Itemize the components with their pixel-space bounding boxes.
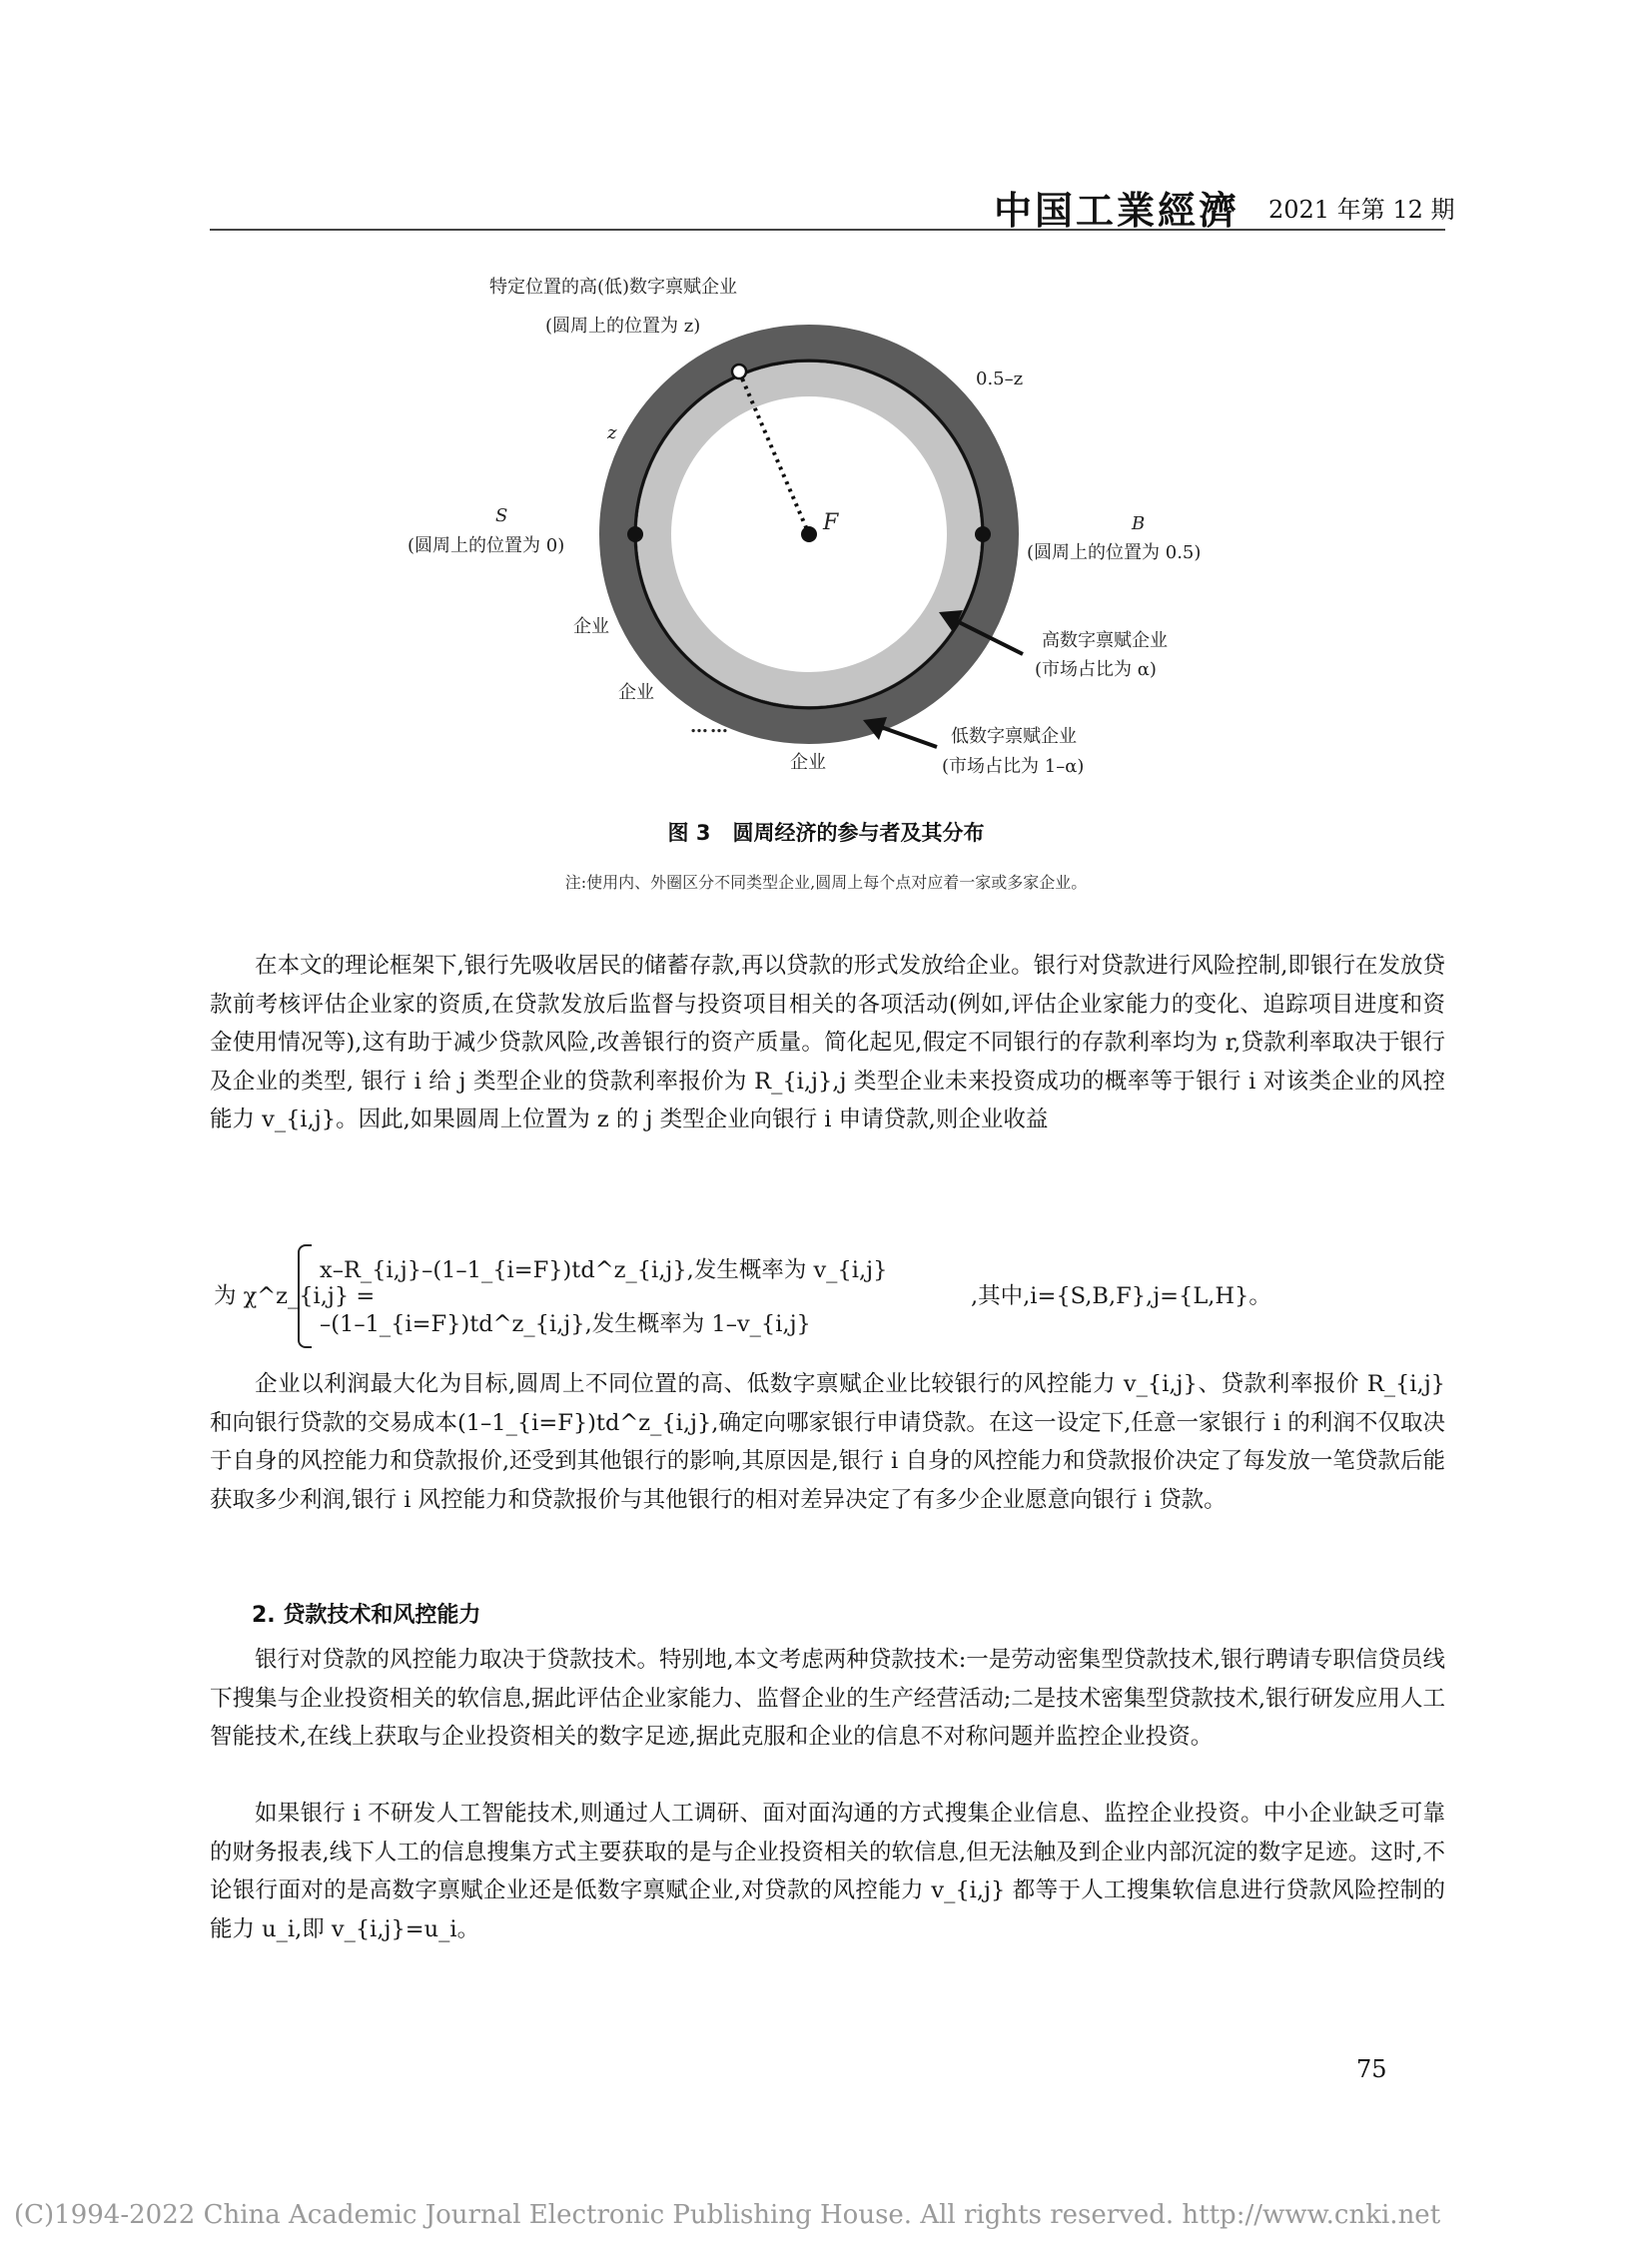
label-bank-b: B [1132, 513, 1146, 534]
label-bank-s: S [495, 505, 508, 526]
equation-brace [298, 1244, 312, 1348]
bank-b-dot [975, 526, 991, 542]
label-firm-1: 企业 [573, 616, 609, 637]
paragraph-4: 如果银行 i 不研发人工智能技术,则通过人工调研、面对面沟通的方式搜集企业信息、监控企业投资。中小企业缺乏可靠的财务报表,线下人工的信息搜集方式主要获取的是与企业投资相关的软信息,但无法触及到企业内部沉淀的数字足迹。这时,不论银行面对的是高数字禀赋企业还是低数字禀赋企业,对贷款的风控能力 v_{i,j} 都等于人工搜集软信息进行贷款风险控制的能力 u_i,即 v_{i,j}=u_i。 [210, 1801, 1445, 1942]
arrow-low-firm [881, 727, 937, 747]
bank-s-dot [627, 526, 643, 542]
label-arc-right: 0.5–z [976, 369, 1024, 389]
page-number: 75 [1356, 2055, 1387, 2083]
circular-economy-diagram [0, 0, 1652, 899]
label-specific-firm: 特定位置的高(低)数字禀赋企业 [489, 277, 738, 298]
figure-note: 注:使用内、外圈区分不同类型企业,圆周上每个点对应着一家或多家企业。 [564, 873, 1088, 892]
equation-suffix: ,其中,i={S,B,F},j={L,H}。 [971, 1283, 1271, 1309]
label-firm-3: 企业 [790, 752, 826, 773]
figure-caption [0, 819, 1652, 847]
issue-label: 2021 年第 12 期 [1268, 196, 1455, 224]
copyright-notice: (C)1994-2022 China Academic Journal Electronic Publishing House. All rights reserved. http://www.cnki.net [14, 2200, 1441, 2230]
label-high-firm-share: (市场占比为 α) [1035, 659, 1157, 680]
label-center-bank-f: F [823, 510, 839, 535]
journal-name: 中国工業經濟 [994, 189, 1240, 233]
label-specific-firm-position: (圆周上的位置为 z) [545, 316, 701, 337]
equation-prefix: 为 χ^z_{i,j} = [214, 1283, 376, 1309]
label-arc-left: z [607, 422, 617, 443]
figure-title: 圆周经济的参与者及其分布 [732, 821, 985, 845]
figure-number: 图 3 [667, 821, 711, 845]
payoff-equation [214, 1244, 1442, 1354]
label-firm-2: 企业 [618, 682, 654, 703]
equation-line-2: –(1–1_{i=F})td^z_{i,j},发生概率为 1–v_{i,j} [320, 1311, 811, 1337]
specific-firm-dot [732, 365, 746, 378]
label-ellipsis: …… [690, 716, 730, 737]
label-low-firm-share: (市场占比为 1–α) [942, 756, 1085, 777]
section-heading: 2. 贷款技术和风控能力 [252, 1603, 481, 1628]
label-bank-s-position: (圆周上的位置为 0) [408, 535, 565, 556]
paragraph-2: 企业以利润最大化为目标,圆周上不同位置的高、低数字禀赋企业比较银行的风控能力 v_{i,j}、贷款利率报价 R_{i,j} 和向银行贷款的交易成本(1–1_{i=F})td^z_{i,j},确定向哪家银行申请贷款。在这一设定下,任意一家银行 i 的利润不仅取决于自身的风控能力和贷款报价,还受到其他银行的影响,其原因是,银行 i 自身的风控能力和贷款报价决定了每发放一笔贷款后能获取多少利润,银行 i 风控能力和贷款报价与其他银行的相对差异决定了有多少企业愿意向银行 i 贷款。 [210, 1371, 1445, 1513]
label-high-firm: 高数字禀赋企业 [1042, 630, 1168, 651]
bank-f-dot [801, 526, 817, 542]
paragraph-1: 在本文的理论框架下,银行先吸收居民的储蓄存款,再以贷款的形式发放给企业。银行对贷款进行风险控制,即银行在发放贷款前考核评估企业家的资质,在贷款发放后监督与投资项目相关的各项活动(例如,评估企业家能力的变化、追踪项目进度和资金使用情况等),这有助于减少贷款风险,改善银行的资产质量。简化起见,假定不同银行的存款利率均为 r,贷款利率取决于银行及企业的类型, 银行 i 给 j 类型企业的贷款利率报价为 R_{i,j},j 类型企业未来投资成功的概率等于银行 i 对该类企业的风控能力 v_{i,j}。因此,如果圆周上位置为 z 的 j 类型企业向银行 i 申请贷款,则企业收益 [210, 953, 1445, 1132]
label-low-firm: 低数字禀赋企业 [951, 726, 1077, 747]
paragraph-3: 银行对贷款的风控能力取决于贷款技术。特别地,本文考虑两种贷款技术:一是劳动密集型贷款技术,银行聘请专职信贷员线下搜集与企业投资相关的软信息,据此评估企业家能力、监督企业的生产经营活动;二是技术密集型贷款技术,银行研发应用人工智能技术,在线上获取与企业投资相关的数字足迹,据此克服和企业的信息不对称问题并监控企业投资。 [210, 1647, 1445, 1750]
equation-line-1: x–R_{i,j}–(1–1_{i=F})td^z_{i,j},发生概率为 v_{i,j} [320, 1257, 888, 1283]
label-bank-b-position: (圆周上的位置为 0.5) [1027, 542, 1202, 563]
